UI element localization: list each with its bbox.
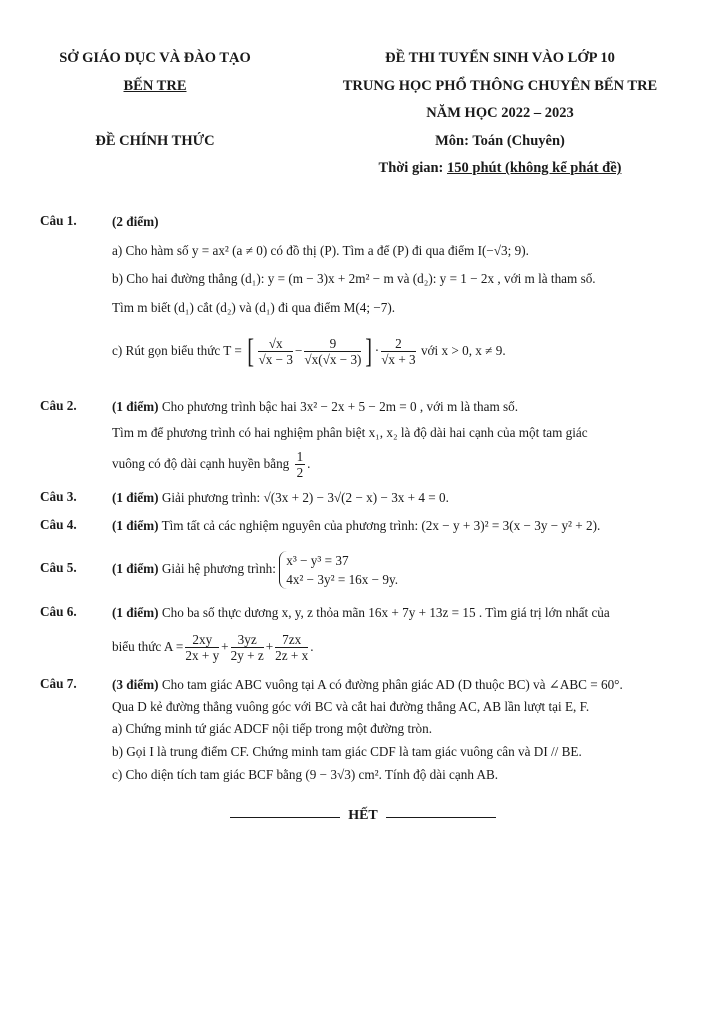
q6-text: Cho ba số thực dương x, y, z thỏa mãn 16x + 7y + 13z = 15 . Tìm giá trị lớn nhất của xyxy=(158,605,610,620)
q5-label: Câu 5. xyxy=(40,560,77,575)
official-label: ĐỀ CHÍNH THỨC xyxy=(95,133,215,149)
q1-c-frac1 xyxy=(258,336,292,367)
q1-c-prefix: c) Rút gọn biểu thức T = xyxy=(112,343,242,358)
q1-label: Câu 1. xyxy=(40,213,77,228)
q1-points xyxy=(112,213,159,231)
frac-den: 2x + y xyxy=(185,648,220,664)
q5-eq1: x³ − y³ = 37 xyxy=(286,552,349,568)
q4-line xyxy=(112,517,600,535)
q5-line xyxy=(112,546,398,592)
q6-points: (1 điểm) xyxy=(112,605,159,620)
end-rule-right xyxy=(386,817,496,818)
time-label: Thời gian: xyxy=(378,160,447,176)
q3-points: (1 điểm) xyxy=(112,490,159,505)
q1-part-b-line1: b) Cho hai đường thẳng (d₁): y = (m − 3)x + 2m² − m và (d₂): y = 1 − 2x , với m là tham số. xyxy=(112,271,596,286)
frac-den: √x − 3 xyxy=(258,352,293,368)
department-name: SỞ GIÁO DỤC VÀ ĐÀO TẠO xyxy=(59,50,251,66)
q6-frac2 xyxy=(231,632,264,663)
school-year: NĂM HỌC 2022 – 2023 xyxy=(426,105,574,121)
frac-den: 2 xyxy=(296,465,304,481)
q2-line2: Tìm m để phương trình có hai nghiệm phân biệt x₁, x₂ là độ dài hai cạnh của một tam giác xyxy=(112,425,588,440)
q5-text: Giải hệ phương trình: xyxy=(158,561,276,576)
bracket-close: ] xyxy=(365,332,373,370)
end-text: HẾT xyxy=(348,808,378,823)
q4-points: (1 điểm) xyxy=(112,518,159,533)
q3-label: Câu 3. xyxy=(40,489,77,504)
end-rule-left xyxy=(230,817,340,818)
frac-num: 2 xyxy=(381,336,415,352)
frac-num: √x xyxy=(258,336,292,352)
frac-num: 2xy xyxy=(185,632,219,648)
q7-label: Câu 7. xyxy=(40,676,77,691)
q2-points: (1 điểm) xyxy=(112,399,159,414)
q1-part-b-line2: Tìm m biết (d₁) cắt (d₂) và (d₁) đi qua điểm M(4; −7). xyxy=(112,300,396,315)
frac-num: 9 xyxy=(304,336,361,352)
q6-frac1 xyxy=(185,632,219,663)
q5-system xyxy=(279,551,398,589)
frac-num: 7zx xyxy=(275,632,308,648)
q1-part-c: c) Rút gọn biểu thức T = [ $\frac{√x}{√x - 3}$ − $\frac{9}{√x(√x - 3)}$ ] · $\frac{2}{√x + 3}$ với x > 0, x ≠ 9. xyxy=(112,332,506,370)
q7-text: Cho tam giác ABC vuông tại A có đường phân giác AD (D thuộc BC) và ∠ABC = 60°. xyxy=(158,677,623,692)
time-value: 150 phút (không kể phát đề) xyxy=(447,160,622,176)
q7-part-b: b) Gọi I là trung điểm CF. Chứng minh tam giác CDF là tam giác vuông cân và DI // BE. xyxy=(112,744,582,759)
q4-text: Tìm tất cả các nghiệm nguyên của phương trình: (2x − y + 3)² = 3(x − 3y − y² + 2). xyxy=(158,518,601,533)
province-wrap xyxy=(40,78,270,95)
q7-part-a: a) Chứng minh tứ giác ADCF nội tiếp trong một đường tròn. xyxy=(112,721,432,736)
q6-line1 xyxy=(112,604,610,622)
q2-line1 xyxy=(112,398,518,416)
q7-part-c: c) Cho diện tích tam giác BCF bằng (9 − 3√3) cm². Tính độ dài cạnh AB. xyxy=(112,767,499,782)
q1-c-suffix: với x > 0, x ≠ 9. xyxy=(417,343,506,358)
q1-points-text: (2 điểm) xyxy=(112,214,159,229)
frac-den: √x + 3 xyxy=(381,352,416,368)
time-line xyxy=(300,160,700,177)
frac-den: √x(√x − 3) xyxy=(304,352,362,368)
bracket-open: [ xyxy=(247,332,255,370)
province-name: BẾN TRE xyxy=(123,78,187,94)
q3-text: Giải phương trình: √(3x + 2) − 3√(2 − x) − 3x + 4 = 0. xyxy=(158,490,449,505)
q5-points: (1 điểm) xyxy=(112,561,159,576)
q1-c-frac2 xyxy=(304,336,361,367)
q4-label: Câu 4. xyxy=(40,517,77,532)
frac-den: 2z + x xyxy=(275,648,309,664)
q6-frac3 xyxy=(275,632,308,663)
q2-line3: vuông có độ dài cạnh huyền bằng $\frac{1}{2}$ . xyxy=(112,449,311,481)
frac-num: 1 xyxy=(296,449,304,465)
end-marker xyxy=(230,808,496,824)
q6-line2: biểu thức A = $\frac{2xy}{2x + y}$ + $\frac{3yz}{2y + z}$ + $\frac{7zx}{2z + x}$ . xyxy=(112,632,314,664)
q7-line2: Qua D kẻ đường thẳng vuông góc với BC và cắt hai đường thẳng AC, AB lần lượt tại E, F. xyxy=(112,699,590,714)
frac-den: 2y + z xyxy=(230,648,264,664)
q6-label: Câu 6. xyxy=(40,604,77,619)
q7-line1 xyxy=(112,676,623,694)
exam-title: ĐỀ THI TUYỂN SINH VÀO LỚP 10 xyxy=(385,50,615,66)
q7-points: (3 điểm) xyxy=(112,677,159,692)
q1-part-a: a) Cho hàm số y = ax² (a ≠ 0) có đồ thị (P). Tìm a để (P) đi qua điểm I(−√3; 9). xyxy=(112,243,529,258)
subject: Môn: Toán (Chuyên) xyxy=(435,133,565,149)
school-name: TRUNG HỌC PHỔ THÔNG CHUYÊN BẾN TRE xyxy=(342,78,658,94)
q5-eq2: 4x² − 3y² = 16x − 9y. xyxy=(286,571,399,587)
q2-label: Câu 2. xyxy=(40,398,77,413)
q2-line3-text: vuông có độ dài cạnh huyền bằng xyxy=(112,456,290,471)
q1-c-frac3 xyxy=(381,336,415,367)
frac-num: 3yz xyxy=(231,632,264,648)
q6-prefix: biểu thức A = xyxy=(112,639,184,654)
q3-line xyxy=(112,489,449,507)
q2-text: Cho phương trình bậc hai 3x² − 2x + 5 − 2m = 0 , với m là tham số. xyxy=(158,399,519,414)
q2-frac xyxy=(295,449,306,480)
